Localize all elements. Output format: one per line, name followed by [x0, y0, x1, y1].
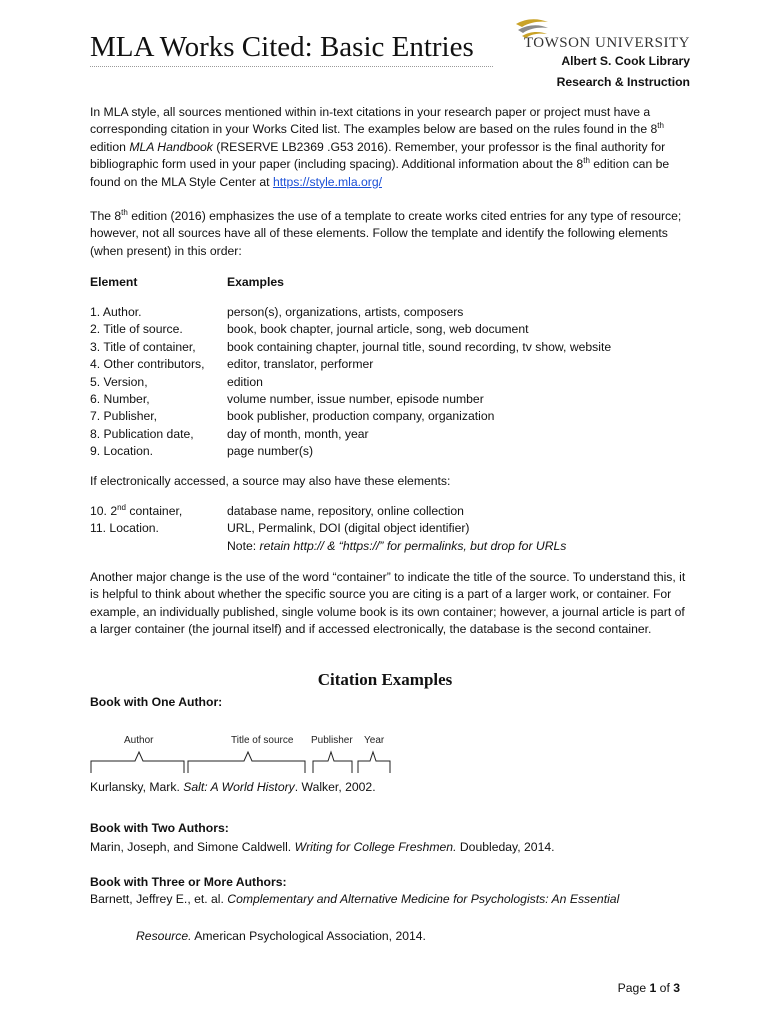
element-example: editor, translator, performer	[227, 357, 374, 372]
page-label: Page	[617, 981, 650, 995]
citation-examples-heading: Citation Examples	[317, 670, 453, 689]
element-example: edition	[227, 374, 263, 389]
three-authors-citation	[90, 891, 690, 908]
element-example: book publisher, production company, organization	[227, 409, 495, 424]
element-name: 11. Location.	[90, 521, 159, 536]
intro-text-2: edition	[90, 139, 130, 154]
total-pages: 3	[673, 981, 680, 995]
three-authors-citation-continued	[136, 928, 736, 945]
current-page: 1	[649, 981, 657, 995]
intro-text-1: In MLA style, all sources mentioned within in-text citations in your research paper or project must have a corresponding citation in your Works Cited list. The examples below are based on the rules found in the 8	[90, 105, 658, 137]
element-name: 1. Author.	[90, 305, 142, 319]
superscript: th	[121, 208, 128, 217]
two-authors-label: Book with Two Authors:	[90, 821, 229, 835]
electronic-intro: If electronically accessed, a source may also have these elements:	[90, 474, 451, 488]
element-example: day of month, month, year	[227, 426, 369, 441]
element-name: 3. Title of container,	[90, 339, 196, 354]
element-label: container,	[126, 504, 183, 518]
university-name: TOWSON UNIVERSITY	[523, 35, 690, 51]
element-example: book containing chapter, journal title, sound recording, tv show, website	[227, 339, 612, 354]
column-header-element: Element	[90, 275, 138, 289]
citation-title: Salt: A World History	[183, 780, 295, 794]
element-name: 5. Version,	[90, 374, 148, 389]
column-header-examples: Examples	[227, 275, 284, 289]
page-of: of	[656, 981, 674, 995]
superscript: th	[657, 121, 664, 131]
citation-author: Marin, Joseph, and Simone Caldwell.	[90, 840, 295, 854]
element-name: 7. Publisher,	[90, 409, 158, 424]
publisher-bracket	[313, 752, 352, 773]
page-title: MLA Works Cited: Basic Entries	[90, 31, 474, 63]
element-example: book, book chapter, journal article, song, web document	[227, 322, 529, 337]
superscript: th	[583, 156, 590, 166]
intro-text-3: (RESERVE LB2369 .G53 2016). Remember, your professor is the final authority for bibliographic form used in your paper (including spacing). Additional information about the 8	[90, 139, 666, 172]
page-number	[618, 980, 680, 997]
template-text-1: The 8	[90, 209, 122, 223]
mla-style-center-link[interactable]: https://style.mla.org/	[272, 174, 382, 189]
element-name: 4. Other contributors,	[90, 357, 205, 372]
element-name: 8. Publication date,	[90, 426, 194, 441]
element-name: 2. Title of source.	[90, 322, 183, 337]
citation-title-end: Resource.	[136, 929, 192, 943]
citation-author: Kurlansky, Mark.	[90, 780, 184, 794]
diagram-label-title: Title of source	[231, 735, 294, 746]
citation-publisher-year: Doubleday, 2014.	[456, 840, 555, 854]
element-example: person(s), organizations, artists, composers	[227, 305, 464, 319]
library-name: Albert S. Cook Library	[561, 54, 690, 69]
department-name: Research & Instruction	[556, 75, 690, 90]
element-example: volume number, issue number, episode number	[227, 391, 484, 406]
citation-title: Complementary and Alternative Medicine for Psychologists: An Essential	[227, 892, 620, 906]
container-paragraph: Another major change is the use of the word “container” to indicate the title of the source. To understand this, it is helpful to think about whether the specific source you are citing is a part of a larger work, or container. For example, an individually published, single volume book is its own container; however, a journal article is part of a larger container (the journal itself) and if accessed electronically, the database is the second container.	[90, 570, 686, 637]
one-author-citation	[90, 779, 690, 796]
two-authors-citation	[90, 839, 690, 856]
diagram-label-year: Year	[364, 735, 385, 746]
element-name: 9. Location.	[90, 444, 154, 459]
element-number: 10. 2	[90, 504, 118, 518]
year-bracket	[358, 752, 390, 773]
element-name: 6. Number,	[90, 391, 150, 406]
element-example: page number(s)	[227, 444, 314, 459]
superscript: nd	[117, 503, 127, 512]
intro-text-4: edition can be found on the MLA Style Center at	[90, 157, 670, 189]
author-bracket	[91, 752, 184, 773]
handbook-title: MLA Handbook	[129, 139, 213, 154]
element-example: database name, repository, online collection	[227, 504, 464, 518]
note-text: retain http:// & “https://” for permalinks, but drop for URLs	[259, 538, 567, 553]
diagram-label-publisher: Publisher	[311, 735, 353, 746]
template-text-2: edition (2016) emphasizes the use of a template to create works cited entries for any type of resource; however, not all sources have all of these elements. Follow the template and identify the following elements (when present) in this order:	[90, 209, 682, 258]
element-example: URL, Permalink, DOI (digital object identifier)	[227, 521, 470, 536]
one-author-label: Book with One Author:	[90, 695, 223, 709]
citation-author: Barnett, Jeffrey E., et. al.	[90, 892, 228, 906]
diagram-label-author: Author	[124, 735, 154, 746]
citation-publisher-year: . Walker, 2002.	[294, 780, 376, 794]
citation-title: Writing for College Freshmen.	[294, 840, 457, 854]
note-label: Note:	[227, 538, 260, 553]
citation-publisher-year: American Psychological Association, 2014.	[191, 929, 426, 943]
title-bracket	[188, 752, 305, 773]
three-authors-label: Book with Three or More Authors:	[90, 875, 287, 889]
